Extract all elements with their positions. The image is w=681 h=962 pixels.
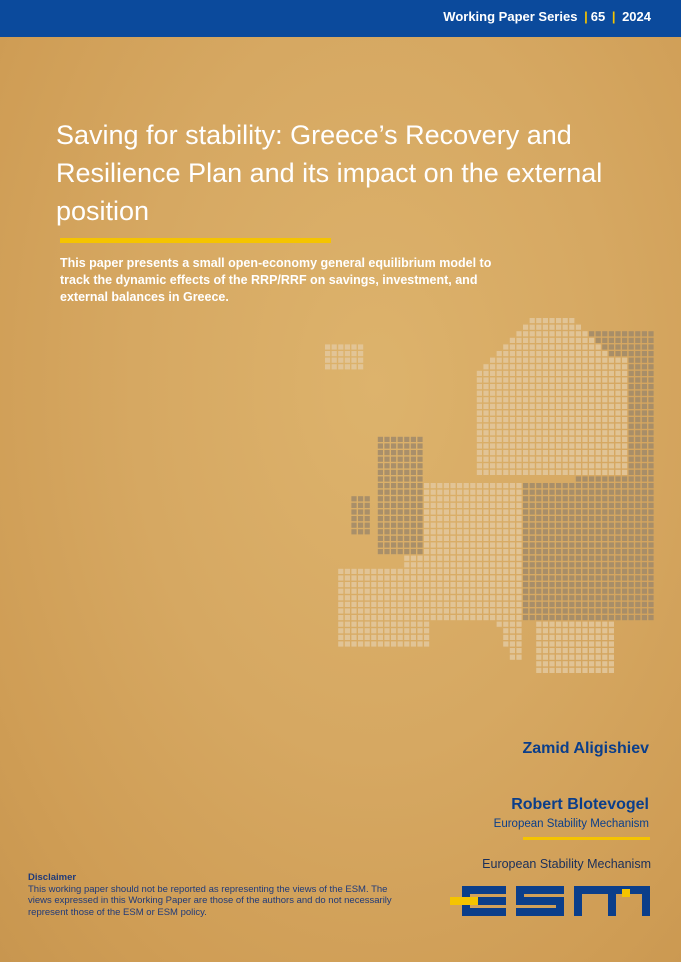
series-label: Working Paper Series (443, 9, 578, 24)
europe-pixel-map-icon (325, 318, 655, 688)
separator: | (584, 9, 588, 24)
paper-number: 65 (590, 9, 606, 24)
series-info (443, 9, 651, 24)
esm-logo-icon (450, 880, 652, 922)
disclaimer-text: This working paper should not be reported as representing the views of the ESM. The views expressed in this Working Paper are those of the authors and do not necessarily represent those of the ESM or ESM policy. (28, 883, 392, 918)
publisher-name: European Stability Mechanism (482, 857, 651, 871)
paper-title: Saving for stability: Greece’s Recovery and Resilience Plan and its impact on the external position (56, 120, 603, 226)
top-banner (0, 0, 681, 37)
disclaimer (28, 872, 398, 918)
paper-summary: This paper presents a small open-economy general equilibrium model to track the dynamic effects of the RRP/RRF on savings, investment, and external balances in Greece. (60, 256, 492, 304)
disclaimer-title: Disclaimer (28, 872, 77, 883)
author-name: Zamid Aligishiev (522, 740, 649, 757)
author-name: Robert Blotevogel (511, 796, 649, 813)
title-underline (60, 238, 331, 243)
paper-year: 2024 (622, 9, 651, 24)
separator: | (611, 9, 616, 24)
author-underline (523, 837, 650, 840)
author-affiliation: European Stability Mechanism (493, 818, 649, 830)
